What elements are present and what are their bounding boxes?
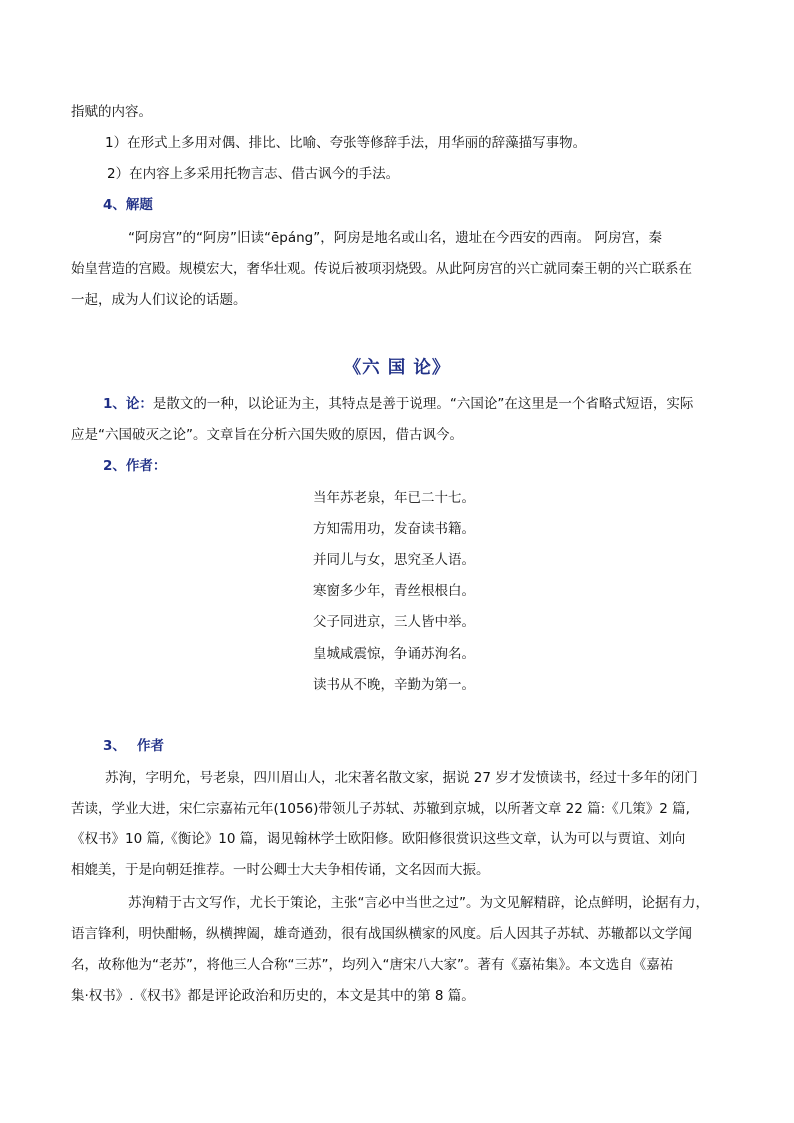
poem-line: 父子同进京，三人皆中举。 bbox=[313, 614, 475, 630]
heading-author-3-num: 3、 bbox=[103, 738, 126, 754]
list-item-2: 2）在内容上多采用托物言志、借古讽今的手法。 bbox=[107, 166, 400, 182]
poem-line: 并同儿与女，思究圣人语。 bbox=[313, 552, 475, 568]
paragraph-line: “阿房宫”的“阿房”旧读“ēpáng”，阿房是地名或山名，遗址在今西安的西南。 阿房宫，秦 bbox=[128, 230, 663, 246]
bio-line: 《权书》10 篇,《衡论》10 篇，谒见翰林学士欧阳修。欧阳修很赏识这些文章，认为可以与贾谊、刘向 bbox=[71, 831, 686, 847]
bio-line: 集·权书》.《权书》都是评论政治和历史的，本文是其中的第 8 篇。 bbox=[71, 988, 475, 1004]
paragraph-line: 应是“六国破灭之论”。文章旨在分析六国失败的原因，借古讽今。 bbox=[71, 427, 463, 443]
poem-line: 读书从不晚，辛勤为第一。 bbox=[313, 677, 475, 693]
bio-line: 苦读，学业大进，宋仁宗嘉祐元年(1056)带领儿子苏轼、苏辙到京城，以所著文章 22 篇:《几策》2 篇, bbox=[71, 801, 690, 817]
bio-line: 苏洵，字明允，号老泉，四川眉山人，北宋著名散文家，据说 27 岁才发愤读书，经过十多年的闭门 bbox=[105, 770, 698, 786]
poem-line: 方知需用功，发奋读书籍。 bbox=[313, 521, 475, 537]
section-title: 《六 国 论》 bbox=[343, 358, 451, 378]
heading-lun-text: 是散文的一种，以论证为主，其特点是善于说理。“六国论”在这里是一个省略式短语，实际 bbox=[152, 396, 694, 412]
bio-line: 语言锋利，明快酣畅，纵横捭阖，雄奇遒劲，很有战国纵横家的风度。后人因其子苏轼、苏辙都以文学闻 bbox=[71, 926, 692, 942]
heading-jieti: 4、解题 bbox=[103, 197, 153, 213]
paragraph-line: 一起，成为人们议论的话题。 bbox=[71, 292, 247, 308]
heading-lun bbox=[103, 394, 693, 414]
bio-line: 苏洵精于古文写作，尤长于策论，主张“言必中当世之过”。为文见解精辟，论点鲜明，论据有力， bbox=[128, 895, 709, 911]
heading-author-3-label: 作者 bbox=[137, 738, 164, 754]
paragraph-line: 始皇营造的宫殿。规模宏大，奢华壮观。传说后被项羽烧毁。从此阿房宫的兴亡就同秦王朝的兴亡联系在 bbox=[71, 261, 692, 277]
intro-line: 指赋的内容。 bbox=[71, 104, 152, 120]
poem-line: 当年苏老泉，年已二十七。 bbox=[313, 490, 475, 506]
poem-line: 皇城咸震惊，争诵苏洵名。 bbox=[313, 646, 475, 662]
bio-line: 相媲美，于是向朝廷推荐。一时公卿士大夫争相传诵，文名因而大振。 bbox=[71, 862, 490, 878]
bio-line: 名，故称他为“老苏”，将他三人合称“三苏”，均列入“唐宋八大家”。著有《嘉祐集》。本文选自《嘉祐 bbox=[71, 957, 674, 973]
heading-author-2: 2、作者： bbox=[103, 458, 167, 474]
heading-lun-label: 1、论： bbox=[103, 396, 153, 412]
poem-line: 寒窗多少年，青丝根根白。 bbox=[313, 583, 475, 599]
list-item-1: 1）在形式上多用对偶、排比、比喻、夸张等修辞手法，用华丽的辞藻描写事物。 bbox=[105, 135, 587, 151]
